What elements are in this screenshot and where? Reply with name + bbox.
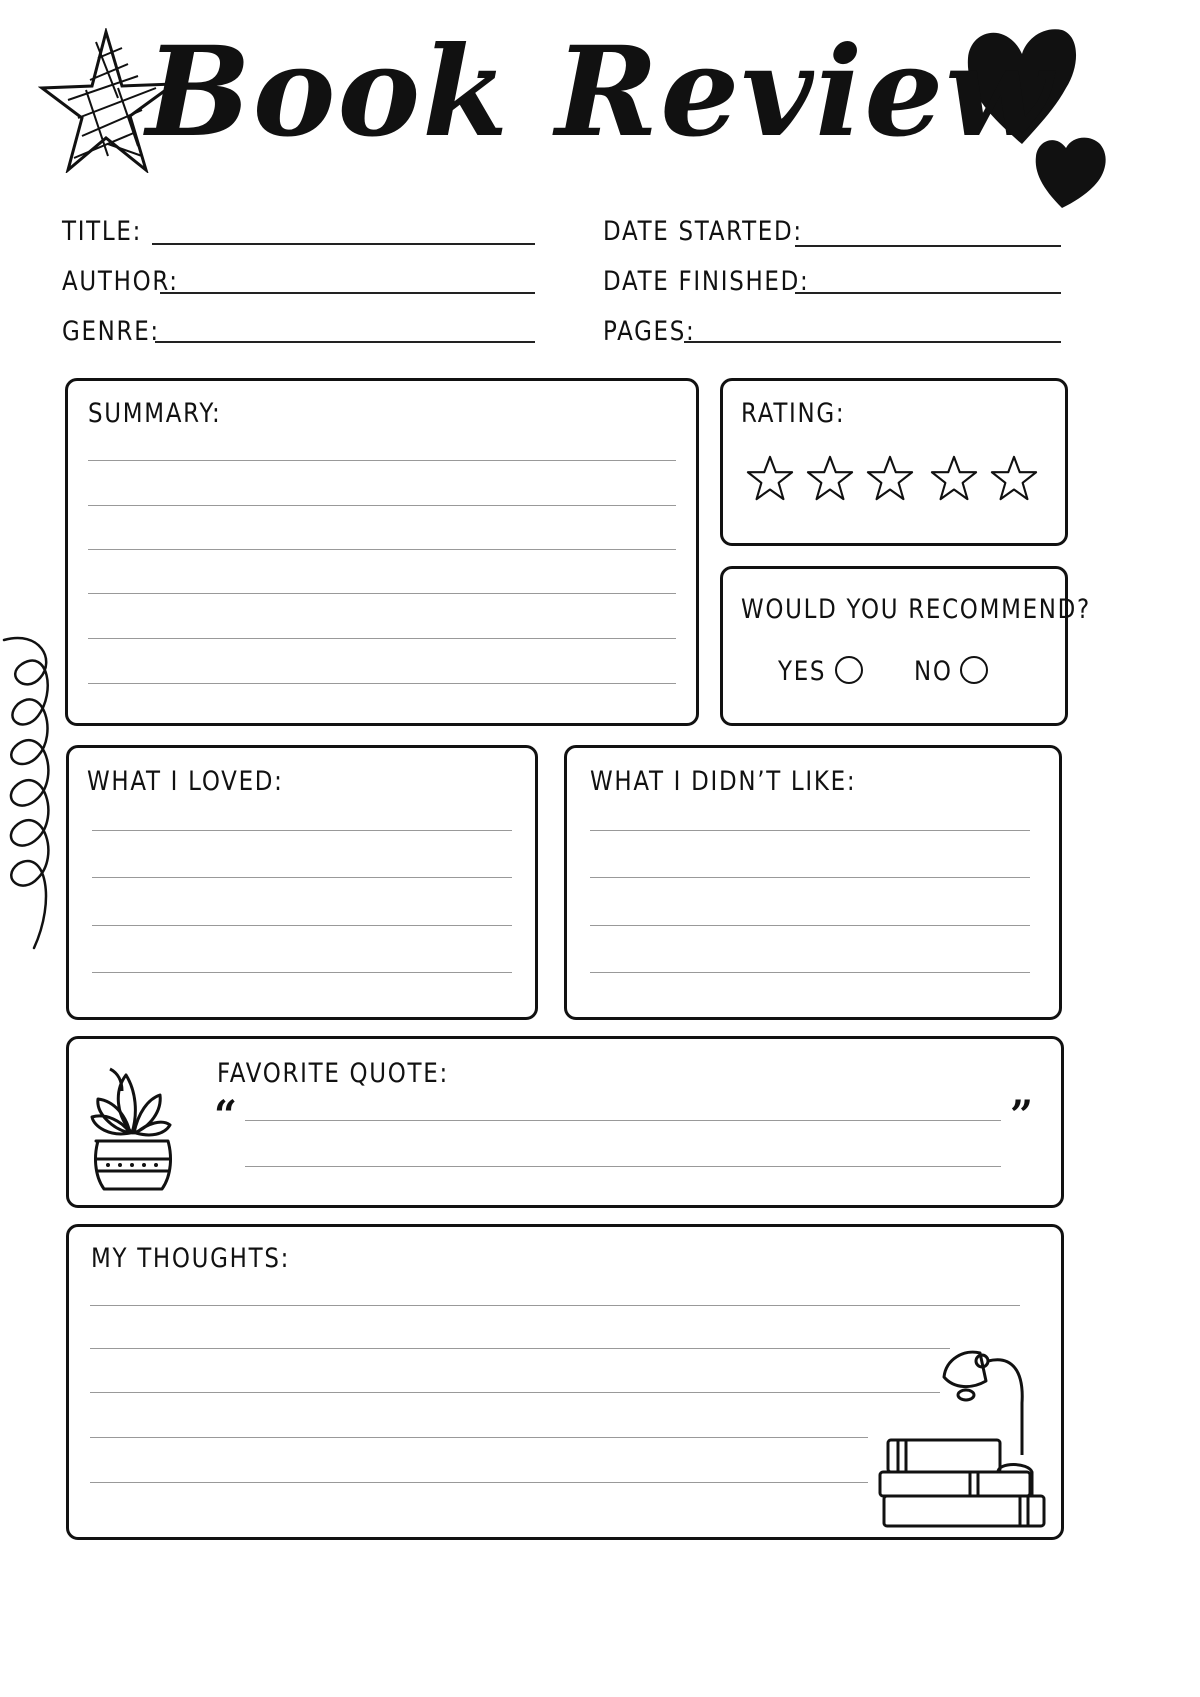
title-label: TITLE:	[62, 216, 143, 247]
disliked-line[interactable]	[590, 925, 1030, 926]
disliked-line[interactable]	[590, 830, 1030, 831]
rating-star-3[interactable]	[866, 454, 914, 502]
pages-field[interactable]	[684, 341, 1061, 343]
disliked-line[interactable]	[590, 972, 1030, 973]
close-quote-mark: ”	[1010, 1092, 1034, 1139]
loved-label: WHAT I LOVED:	[87, 766, 284, 797]
no-label: NO	[914, 656, 953, 687]
genre-label: GENRE:	[62, 316, 160, 347]
no-radio[interactable]	[960, 656, 988, 684]
rating-star-5[interactable]	[990, 454, 1038, 502]
date-started-label: DATE STARTED:	[603, 216, 803, 247]
book-stack-icon	[878, 1436, 1052, 1532]
summary-line[interactable]	[88, 549, 676, 550]
quote-label: FAVORITE QUOTE:	[217, 1058, 449, 1089]
yes-radio[interactable]	[835, 656, 863, 684]
summary-line[interactable]	[88, 638, 676, 639]
recommend-box	[720, 566, 1068, 726]
rating-star-2[interactable]	[806, 454, 854, 502]
loved-line[interactable]	[92, 877, 512, 878]
summary-line[interactable]	[88, 593, 676, 594]
summary-line[interactable]	[88, 505, 676, 506]
summary-box	[65, 378, 699, 726]
summary-line[interactable]	[88, 683, 676, 684]
title-field[interactable]	[152, 243, 535, 245]
summary-line[interactable]	[88, 460, 676, 461]
quote-line[interactable]	[245, 1120, 1001, 1121]
open-quote-mark: “	[214, 1092, 238, 1139]
thoughts-line[interactable]	[90, 1392, 940, 1393]
loved-line[interactable]	[92, 972, 512, 973]
thoughts-line[interactable]	[90, 1437, 868, 1438]
page-title: Book Review	[145, 20, 1055, 165]
date-finished-label: DATE FINISHED:	[603, 266, 810, 297]
date-started-field[interactable]	[795, 245, 1061, 247]
rating-star-1[interactable]	[746, 454, 794, 502]
summary-label: SUMMARY:	[88, 398, 222, 429]
disliked-label: WHAT I DIDN’T LIKE:	[590, 766, 857, 797]
yes-label: YES	[778, 656, 827, 687]
rating-label: RATING:	[741, 398, 846, 429]
loved-line[interactable]	[92, 830, 512, 831]
recommend-label: WOULD YOU RECOMMEND?	[741, 594, 1091, 625]
disliked-line[interactable]	[590, 877, 1030, 878]
author-label: AUTHOR:	[62, 266, 179, 297]
thoughts-label: MY THOUGHTS:	[91, 1243, 291, 1274]
pages-label: PAGES:	[603, 316, 696, 347]
spiral-icon	[0, 630, 64, 950]
rating-stars	[746, 454, 1046, 504]
thoughts-line[interactable]	[90, 1305, 1020, 1306]
thoughts-line[interactable]	[90, 1348, 950, 1349]
rating-star-4[interactable]	[930, 454, 978, 502]
date-finished-field[interactable]	[795, 292, 1061, 294]
thoughts-line[interactable]	[90, 1482, 868, 1483]
author-field[interactable]	[160, 292, 535, 294]
quote-line[interactable]	[245, 1166, 1001, 1167]
genre-field[interactable]	[155, 341, 535, 343]
loved-line[interactable]	[92, 925, 512, 926]
potted-plant-icon	[86, 1055, 178, 1197]
